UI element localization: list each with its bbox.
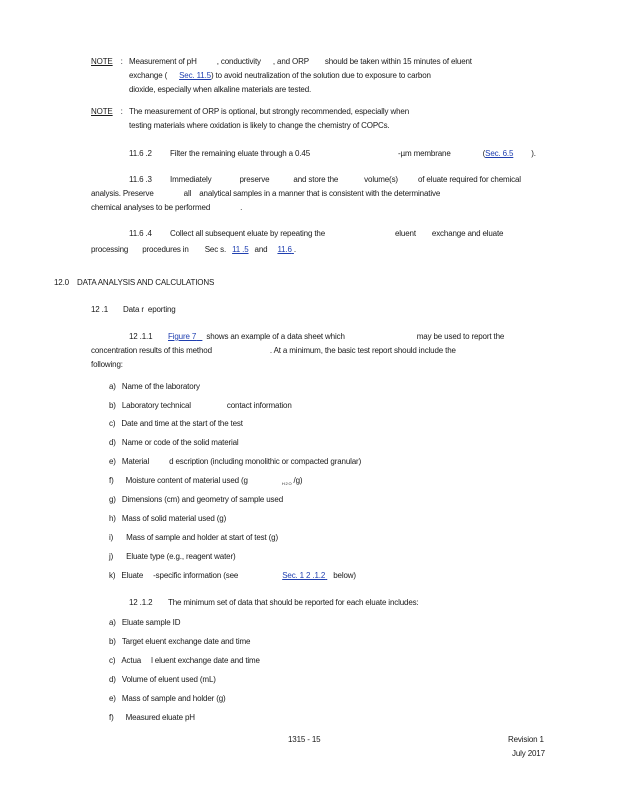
list-item: a) Eluate sample ID xyxy=(109,618,181,627)
sec-11-6-link[interactable]: 11.6 xyxy=(277,245,292,254)
section-12-1-1-line3: following: xyxy=(91,360,123,369)
sec-6-5-link[interactable]: Sec. 6.5 xyxy=(485,149,514,158)
list-item: d) Volume of eluent used (mL) xyxy=(109,675,216,684)
list-item: e) Mass of sample and holder (g) xyxy=(109,694,226,703)
section-12-1-title: Data r eporting xyxy=(123,305,176,314)
section-11-6-3-line3: chemical analyses to be performed . xyxy=(91,203,243,212)
section-12-1-number: 12 .1 xyxy=(91,305,109,314)
list-item: a) Name of the laboratory xyxy=(109,382,200,391)
list-item: j) Eluate type (e.g., reagent water) xyxy=(109,552,236,561)
list-item: b) Laboratory technical contact information xyxy=(109,401,292,410)
revision-date: July 2017 xyxy=(512,749,545,758)
note1-line3: dioxide, especially when alkaline materials are tested. xyxy=(129,85,312,94)
section-11-6-4-number: 11.6 .4 xyxy=(129,229,152,238)
list-item: g) Dimensions (cm) and geometry of sample used xyxy=(109,495,284,504)
section-12-number: 12.0 xyxy=(54,278,69,287)
list-item: f) Measured eluate pH xyxy=(109,713,195,722)
list-item: c) Actua l eluent exchange date and time xyxy=(109,656,260,665)
section-11-6-3-line2: analysis. Preserve all analytical samples in a manner that is consistent with the determinative xyxy=(91,189,441,198)
section-12-1-1-line1: Figure 7 shows an example of a data sheet which may be used to report the xyxy=(168,332,505,341)
note1-line1: Measurement of pH , conductivity , and ORP should be taken within 15 minutes of eluent xyxy=(129,57,472,66)
note1-line2: exchange ( Sec. 11.5) to avoid neutralization of the solution due to exposure to carbon xyxy=(129,71,431,80)
section-12-1-2-text: The minimum set of data that should be reported for each eluate includes: xyxy=(168,598,419,607)
page-number: 1315 - 15 xyxy=(288,735,321,744)
section-11-6-2-text: Filter the remaining eluate through a 0.45 -µm membrane (Sec. 6.5 ). xyxy=(170,149,536,158)
section-12-1-2-number: 12 .1.2 xyxy=(129,598,153,607)
section-11-6-3-line1: Immediately preserve and store the volume(s) of eluate required for chemical xyxy=(170,175,521,184)
figure-7-link[interactable]: Figure 7 xyxy=(168,332,197,341)
list-item: d) Name or code of the solid material xyxy=(109,438,239,447)
list-item: f) Moisture content of material used (g $_{H 2 O}$ /g) xyxy=(109,476,303,486)
section-11-6-4-line2: processing procedures in Sec s. 11 .5 and 11.6 . xyxy=(91,245,296,254)
sec-11-5-link[interactable]: Sec. 11.5 xyxy=(179,71,211,80)
section-11-6-4-line1: Collect all subsequent eluate by repeating the eluent exchange and eluate xyxy=(170,229,504,238)
list-item: i) Mass of sample and holder at start of test (g) xyxy=(109,533,278,542)
section-12-1-1-number: 12 .1.1 xyxy=(129,332,153,341)
list-item: c) Date and time at the start of the test xyxy=(109,419,243,428)
note-label: NOTE : xyxy=(91,107,123,116)
section-12-title: DATA ANALYSIS AND CALCULATIONS xyxy=(77,278,215,287)
section-11-6-3-number: 11.6 .3 xyxy=(129,175,152,184)
list-item: b) Target eluent exchange date and time xyxy=(109,637,251,646)
list-item: k) Eluate -specific information (see Sec. 1 2 .1.2 below) xyxy=(109,571,356,580)
sec-12-1-2-link[interactable]: Sec. 1 2 .1.2 xyxy=(282,571,326,580)
note-label: NOTE : xyxy=(91,57,123,66)
section-12-1-1-line2: concentration results of this method . At a minimum, the basic test report should include the xyxy=(91,346,456,355)
section-11-6-2-number: 11.6 .2 xyxy=(129,149,152,158)
revision-label: Revision 1 xyxy=(508,735,544,744)
sec-11-5-link[interactable]: 11 .5 xyxy=(232,245,249,254)
note2-line1: The measurement of ORP is optional, but strongly recommended, especially when xyxy=(129,107,410,116)
list-item: h) Mass of solid material used (g) xyxy=(109,514,227,523)
note2-line2: testing materials where oxidation is likely to change the chemistry of COPCs. xyxy=(129,121,390,130)
list-item: e) Material d escription (including monolithic or compacted granular) xyxy=(109,457,362,466)
